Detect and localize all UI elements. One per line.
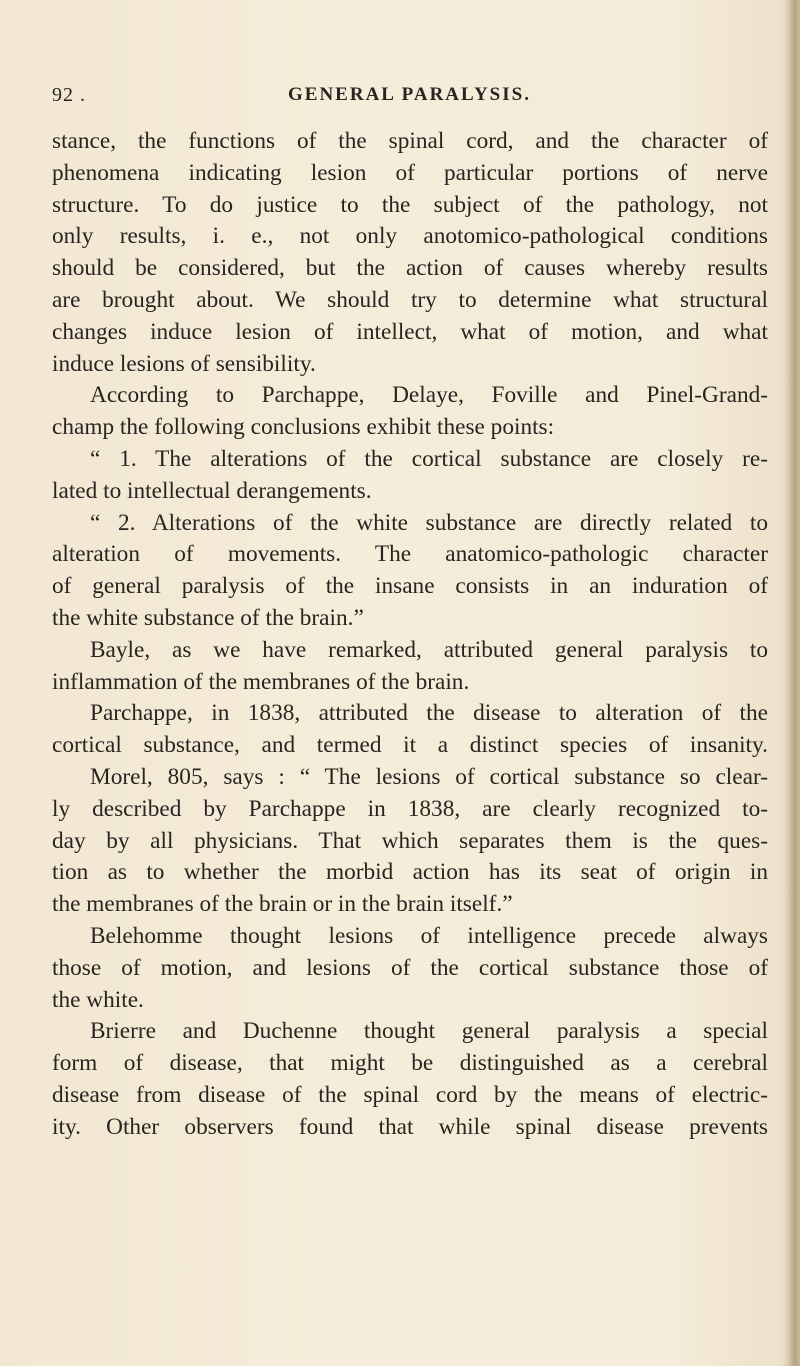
text-line: the white substance of the brain.”	[52, 604, 364, 631]
text-line: ly described by Parchappe in 1838, are clearly recognized to-	[52, 795, 768, 822]
text-line: stance, the functions of the spinal cord, and the character of	[52, 128, 768, 154]
text-line: alteration of movements. The anatomico-pathologic character	[52, 541, 768, 568]
text-line: induce lesions of sensibility.	[52, 350, 316, 377]
text-line: the membranes of the brain or in the brain itself.”	[52, 891, 513, 918]
text-line: Parchappe, in 1838, attributed the disease to alteration of the	[90, 700, 768, 727]
text-line: According to Parchappe, Delaye, Foville and Pinel-Grand-	[90, 382, 768, 409]
text-line: inflammation of the membranes of the brain.	[52, 668, 470, 695]
body-text	[52, 126, 768, 1144]
text-line: ity. Other observers found that while spinal disease prevents	[52, 1113, 768, 1140]
text-line: disease from disease of the spinal cord by the means of electric-	[52, 1081, 768, 1108]
text-line: form of disease, that might be distinguished as a cerebral	[52, 1050, 768, 1077]
text-line: tion as to whether the morbid action has its seat of origin in	[52, 859, 768, 886]
text-line: phenomena indicating lesion of particular portions of nerve	[52, 159, 768, 186]
running-head	[52, 84, 752, 114]
text-line: Bayle, as we have remarked, attributed general paralysis to	[90, 636, 768, 663]
text-line: “ 1. The alterations of the cortical substance are closely re-	[90, 445, 768, 472]
text-line: structure. To do justice to the subject of the pathology, not	[52, 191, 768, 218]
text-line: Brierre and Duchenne thought general paralysis a special	[90, 1018, 768, 1045]
running-title: GENERAL PARALYSIS.	[288, 84, 531, 105]
text-line: should be considered, but the action of causes whereby results	[52, 255, 768, 282]
text-line: Belehomme thought lesions of intelligence precede always	[90, 922, 768, 949]
text-line: are brought about. We should try to determine what structural	[52, 286, 768, 313]
text-line: cortical substance, and termed it a distinct species of insanity.	[52, 732, 768, 759]
text-line: those of motion, and lesions of the cortical substance those of	[52, 954, 768, 981]
text-line: of general paralysis of the insane consists in an induration of	[52, 573, 768, 600]
text-line: Morel, 805, says : “ The lesions of cortical substance so clear-	[90, 763, 768, 790]
text-line: changes induce lesion of intellect, what of motion, and what	[52, 318, 768, 345]
text-line: lated to intellectual derangements.	[52, 477, 372, 504]
text-line: the white.	[52, 986, 144, 1013]
text-line: “ 2. Alterations of the white substance are directly related to	[90, 509, 768, 536]
page-edge-shadow	[782, 0, 800, 1366]
text-line: champ the following conclusions exhibit these points:	[52, 414, 555, 441]
text-line: only results, i. e., not only anotomico-pathological conditions	[52, 223, 768, 250]
text-line: day by all physicians. That which separates them is the ques-	[52, 827, 768, 854]
page-number: 92 .	[52, 84, 86, 106]
